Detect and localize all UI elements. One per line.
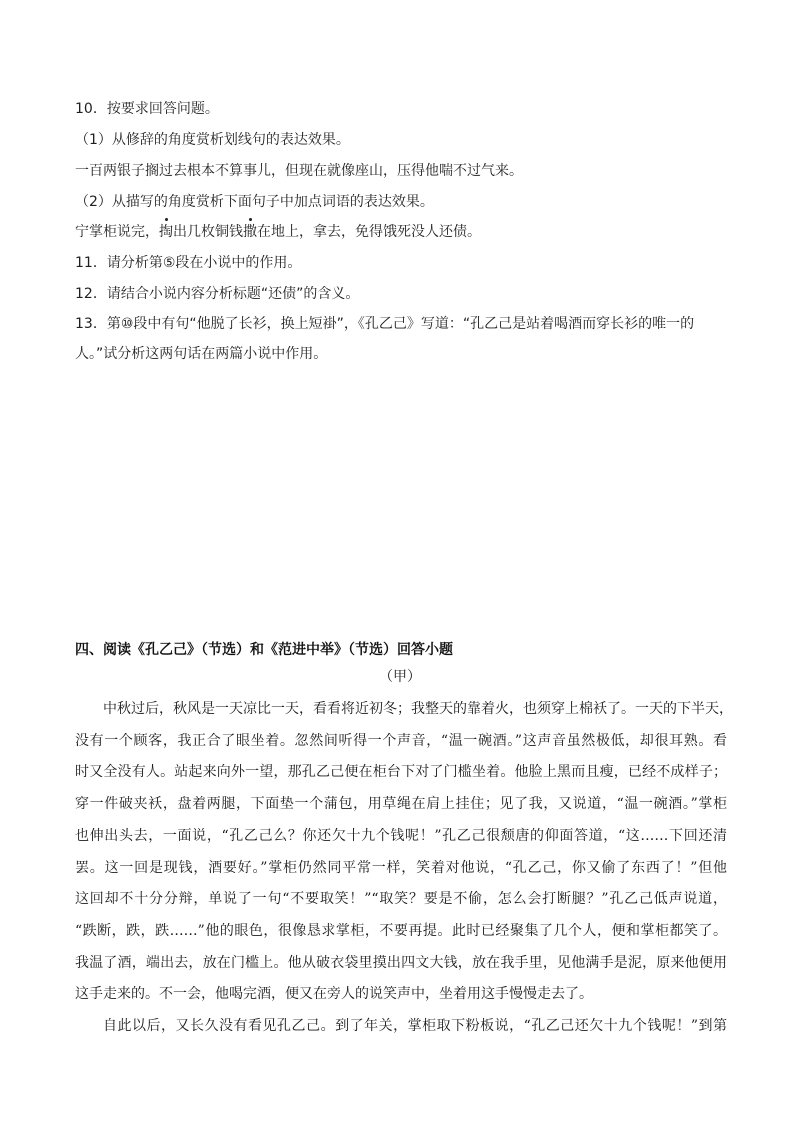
question-10-1: （1）从修辞的角度赏析划线句的表达效果。 — [75, 132, 350, 148]
passage-paragraph-1 — [75, 694, 733, 1011]
paragraph-line: 自此以后，又长久没有看见孔乙己。到了年关，掌柜取下粉板说，“孔乙己还欠十九个钱呢！”到第 — [103, 1018, 727, 1034]
paragraph-line: 罢。这一回是现钱，酒要好。”掌柜仍然同平常一样，笑着对他说，“孔乙己，你又偷了东西了！”但他 — [75, 859, 727, 876]
question-13-line-1: 13．第⑩段中有句“他脱了长衫，换上短褂”，《孔乙己》写道：“孔乙己是站着喝酒而穿长衫的唯一的 — [75, 316, 695, 332]
question-13-line-2: 人。”试分析这两句话在两篇小说中作用。 — [75, 346, 328, 362]
question-10-2-sentence — [75, 222, 481, 242]
paragraph-line: “跌断，跌，跌……”他的眼色，很像恳求掌柜，不要再提。此时已经聚集了几个人，便和掌柜都笑了。 — [75, 922, 727, 939]
question-10: 10．按要求回答问题。 — [75, 101, 219, 117]
paragraph-line: 中秋过后，秋风是一天凉比一天，看看将近初冬；我整天的靠着火，也须穿上棉袄了。一天的下半天， — [103, 701, 733, 717]
dotted-word-tao: 掏 — [159, 224, 173, 240]
question-11: 11．请分析第⑤段在小说中的作用。 — [75, 255, 302, 271]
dotted-word-sa: 撒 — [243, 224, 257, 240]
sentence-part-a: 宁掌柜说完， — [75, 224, 159, 240]
paragraph-line: 穿一件破夹袄，盘着两腿，下面垫一个蒲包，用草绳在肩上挂住；见了我，又说道，“温一碗酒。”掌柜 — [75, 796, 727, 813]
sentence-part-b: 出几枚铜钱 — [173, 224, 243, 240]
sentence-part-c: 在地上，拿去，免得饿死没人还债。 — [257, 224, 481, 240]
passage-paragraph-2 — [75, 1011, 727, 1043]
paragraph-line: 我温了酒，端出去，放在门槛上。他从破衣袋里摸出四文大钱，放在我手里，见他满手是泥，原来他便用 — [75, 954, 727, 971]
paragraph-line: 这回却不十分分辩，单说了一句“不要取笑！”“取笑？要是不偷，怎么会打断腿？”孔乙己低声说道， — [75, 891, 727, 908]
paragraph-line: 也伸出头去，一面说，“孔乙己么？你还欠十九个钱呢！”孔乙己很颓唐的仰面答道，“这……下回还清 — [75, 827, 727, 844]
section-title: 四、阅读《孔乙己》（节选）和《范进中举》（节选）回答小题 — [75, 642, 453, 658]
part-label: （甲） — [379, 669, 421, 685]
paragraph-line: 没有一个顾客，我正合了眼坐着。忽然间听得一个声音，“温一碗酒。”这声音虽然极低，却很耳熟。看 — [75, 732, 727, 749]
question-12: 12．请结合小说内容分析标题“还债”的含义。 — [75, 286, 360, 302]
question-10-2: （2）从描写的角度赏析下面句子中加点词语的表达效果。 — [75, 194, 434, 210]
paragraph-line: 这手走来的。不一会，他喝完酒，便又在旁人的说笑声中，坐着用这手慢慢走去了。 — [75, 986, 593, 1003]
question-10-1-sentence: 一百两银子搁过去根本不算事儿，但现在就像座山，压得他喘不过气来。 — [75, 163, 523, 179]
paragraph-line: 时又全没有人。站起来向外一望，那孔乙己便在柜台下对了门槛坐着。他脸上黑而且瘦，已经不成样子； — [75, 764, 727, 781]
